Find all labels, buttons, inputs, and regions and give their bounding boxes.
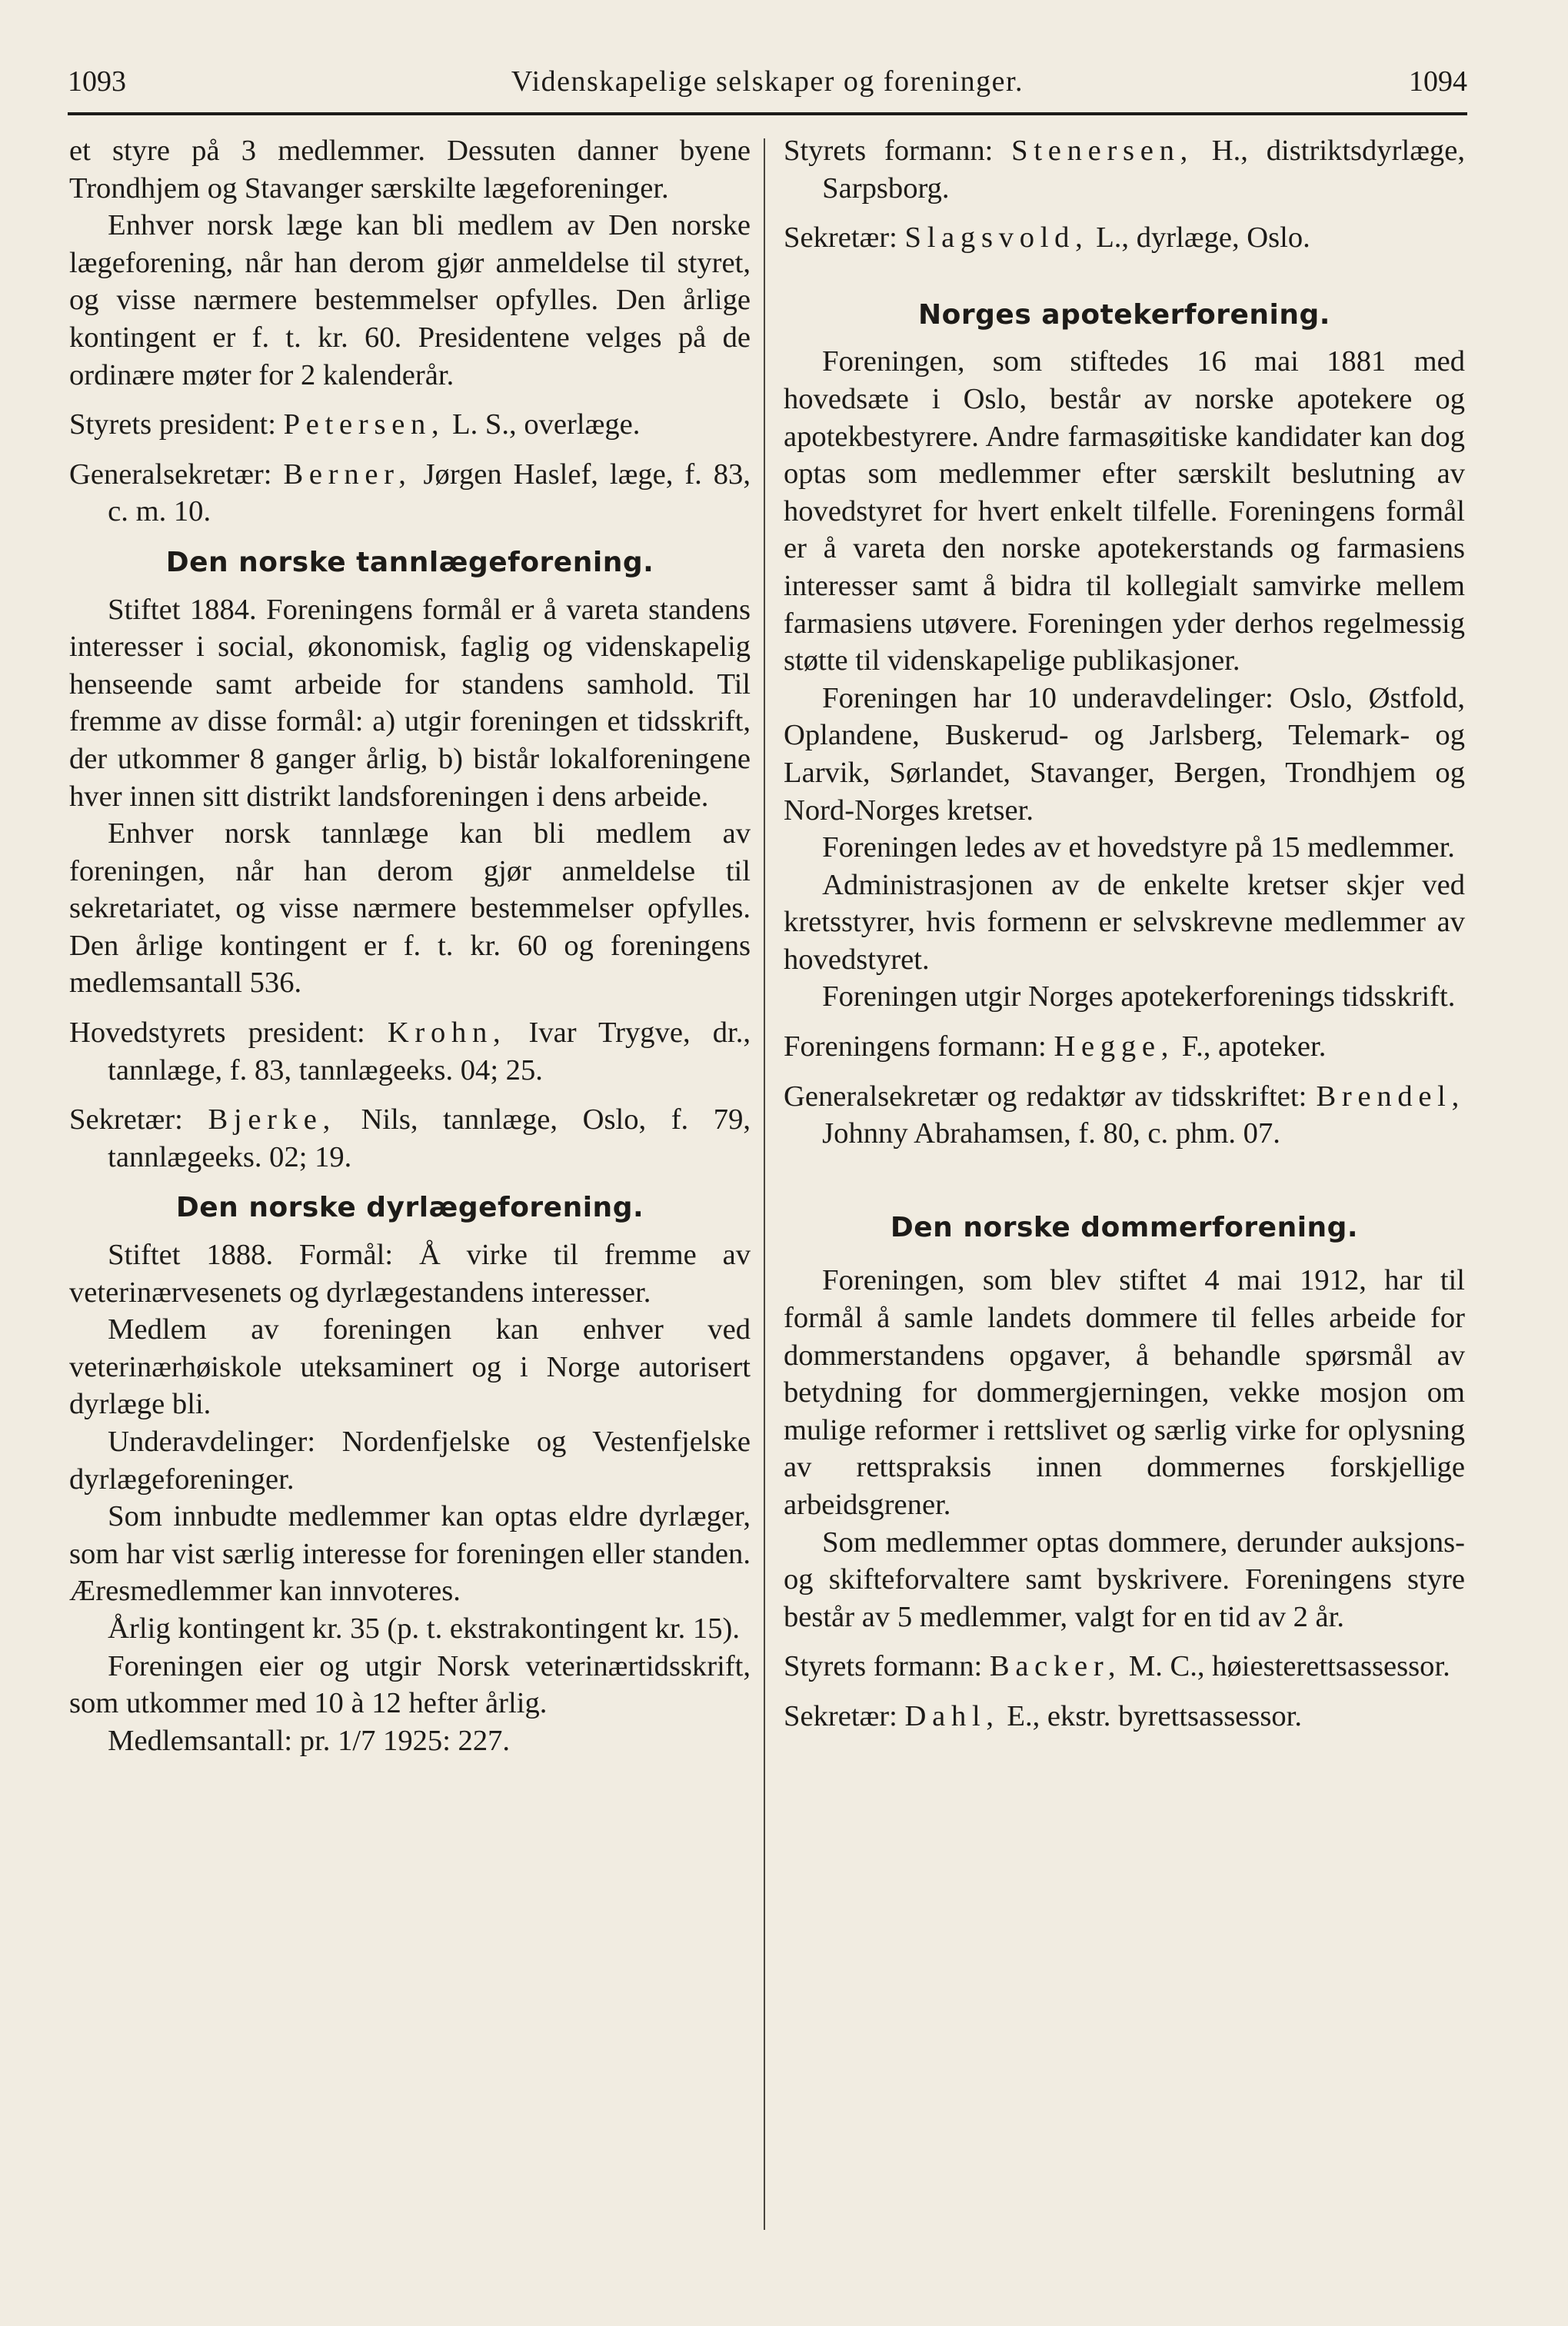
officer-label: Styrets formann: xyxy=(784,1650,983,1683)
paragraph: Foreningen utgir Norges apotekerforenings tidsskrift. xyxy=(822,980,1456,1013)
officer-label: Styrets formann: xyxy=(784,135,994,167)
paragraph: Som innbudte medlemmer kan optas eldre dyrlæger, som har vist særlig interesse for foreningen eller standen. Æresmedlemmer kan innvoteres. xyxy=(69,1500,751,1608)
officer-entry xyxy=(69,1014,751,1089)
paragraph: Enhver norsk tannlæge kan bli medlem av foreningen, når han derom gjør anmeldelse til sekretariatet, og visse nærmere bestemmelser opfylles. Den årlige kontingent er f. t. kr. 60 og foreningens medlemsantall 536. xyxy=(69,817,751,1000)
paragraph: Stiftet 1888. Formål: Å virke til fremme av veterinærvesenets og dyrlægestandens interesser. xyxy=(69,1239,751,1309)
officer-details: L. S., overlæge. xyxy=(452,408,641,441)
officer-entry xyxy=(784,132,1465,207)
officer-name: Backer, xyxy=(989,1650,1122,1683)
running-title: Videnskapelige selskaper og foreninger. xyxy=(511,65,1024,98)
section-heading: Den norske dommerforening. xyxy=(890,1211,1359,1243)
officer-name: Bjerke, xyxy=(208,1103,336,1136)
paragraph: Årlig kontingent kr. 35 (p. t. ekstrakontingent kr. 15). xyxy=(108,1612,740,1645)
officer-name: Hegge, xyxy=(1054,1030,1175,1063)
officer-name: Slagsvold, xyxy=(904,221,1089,255)
officer-label: Sekretær: xyxy=(69,1103,183,1136)
officer-label: Generalsekretær: xyxy=(69,458,272,491)
paragraph: Foreningen ledes av et hovedstyre på 15 medlemmer. xyxy=(822,831,1455,864)
officer-label: Styrets president: xyxy=(69,408,276,441)
right-column xyxy=(784,132,1465,1735)
officer-label: Foreningens formann: xyxy=(784,1030,1047,1063)
officer-entry xyxy=(69,456,751,531)
officer-details: M. C., høiesterettsassessor. xyxy=(1128,1650,1450,1683)
paragraph: Foreningen eier og utgir Norsk veterinærtidsskrift, som utkommer med 10 à 12 hefter årlig. xyxy=(69,1649,751,1720)
officer-details: E., ekstr. byrettsassessor. xyxy=(1007,1699,1303,1732)
officer-entry xyxy=(784,219,1465,257)
column-divider xyxy=(764,138,765,2230)
officer-label: Generalsekretær og redaktør av tidsskriftet: xyxy=(784,1080,1307,1113)
paragraph: Som medlemmer optas dommere, derunder auksjons- og skifteforvaltere samt byskrivere. Foreningens styre består av 5 medlemmer, valgt for en tid av 2 år. xyxy=(784,1526,1465,1633)
left-column xyxy=(69,132,751,1759)
officer-name: Brendel, xyxy=(1316,1080,1465,1113)
officer-details: H., distriktsdyrlæge, Sarpsborg. xyxy=(822,135,1465,205)
officer-entry xyxy=(784,1078,1465,1153)
officer-name: Dahl, xyxy=(904,1699,1000,1732)
paragraph: Foreningen, som stiftedes 16 mai 1881 med hovedsæte i Oslo, består av norske apotekere og apotekbestyrere. Andre farmasøitiske kandidater kan dog optas som medlemmer efter særskilt beslutning av hovedstyret for hvert enkelt tilfelle. Foreningens formål er å vareta den norske apotekerstands og farmasiens interesser samt å bidra til kollegialt samvirke mellem farmasiens utøvere. Foreningen yder derhos regelmessig støtte til videnskapelige publikasjoner. xyxy=(784,345,1465,677)
officer-details: Nils, tannlæge, Oslo, f. 79, tannlægeeks. 02; 19. xyxy=(108,1103,751,1173)
paragraph: Enhver norsk læge kan bli medlem av Den norske lægeforening, når han derom gjør anmeldelse til styret, og visse nærmere bestemmelser opfylles. Den årlige kontingent er f. t. kr. 60. Presidentene velges på de ordinære møter for 2 kalenderår. xyxy=(69,209,751,391)
spacer xyxy=(784,257,1465,283)
officer-name: Berner, xyxy=(283,458,412,491)
officer-details: Johnny Abrahamsen, f. 80, c. phm. 07. xyxy=(822,1117,1280,1150)
page-number-left: 1093 xyxy=(68,65,126,98)
paragraph: et styre på 3 medlemmer. Dessuten danner byene Trondhjem og Stavanger særskilte lægeforeninger. xyxy=(69,135,751,205)
section-heading: Den norske tannlægeforening. xyxy=(165,546,654,578)
officer-name: Krohn, xyxy=(387,1017,507,1050)
header-rule xyxy=(68,112,1467,115)
paragraph: Foreningen, som blev stiftet 4 mai 1912, har til formål å samle landets dommere til felles arbeide for dommerstandens opgaver, å behandle spørsmål av betydning for dommergjerningen, vekke mosjon om mulige reformer i rettslivet og særlig virke for oplysning av rettspraksis innen dommernes forskjellige arbeidsgrener. xyxy=(784,1264,1465,1521)
officer-details: Jørgen Haslef, læge, f. 83, c. m. 10. xyxy=(108,458,751,528)
officer-entry xyxy=(784,1648,1465,1685)
officer-label: Hovedstyrets president: xyxy=(69,1017,365,1050)
section-heading: Norges apotekerforening. xyxy=(918,298,1330,331)
officer-label: Sekretær: xyxy=(784,1699,897,1732)
officer-details: F., apoteker. xyxy=(1181,1030,1327,1063)
officer-name: Stenersen, xyxy=(1011,135,1193,167)
officer-name: Petersen, xyxy=(283,408,445,441)
officer-label: Sekretær: xyxy=(784,221,897,255)
paragraph: Foreningen har 10 underavdelinger: Oslo, Østfold, Oplandene, Buskerud- og Jarlsberg, Telemark- og Larvik, Sørlandet, Stavanger, Bergen, Trondhjem og Nord-Norges kretser. xyxy=(784,681,1465,827)
paragraph: Underavdelinger: Nordenfjelske og Vestenfjelske dyrlægeforeninger. xyxy=(69,1426,751,1496)
paragraph: Stiftet 1884. Foreningens formål er å vareta standens interesser i social, økonomisk, faglig og videnskapelig henseende samt arbeide for standens samhold. Til fremme av disse formål: a) utgir foreningen et tidsskrift, der utkommer 8 ganger årlig, b) bistår lokalforeningene hver innen sitt distrikt landsforeningen i dens arbeide. xyxy=(69,593,751,813)
spacer xyxy=(784,1153,1465,1196)
page-header xyxy=(68,65,1467,108)
officer-details: Ivar Trygve, dr., tannlæge, f. 83, tannlægeeks. 04; 25. xyxy=(108,1017,751,1086)
officer-entry xyxy=(69,1101,751,1176)
officer-entry xyxy=(784,1028,1465,1066)
officer-entry xyxy=(69,406,751,444)
officer-entry xyxy=(784,1698,1465,1735)
paragraph: Medlemsantall: pr. 1/7 1925: 227. xyxy=(108,1724,511,1757)
paragraph: Medlem av foreningen kan enhver ved veterinærhøiskole uteksaminert og i Norge autorisert dyrlæge bli. xyxy=(69,1313,751,1421)
section-heading: Den norske dyrlægeforening. xyxy=(175,1192,644,1224)
page-number-right: 1094 xyxy=(1409,65,1467,98)
officer-details: L., dyrlæge, Oslo. xyxy=(1096,221,1310,255)
paragraph: Administrasjonen av de enkelte kretser skjer ved kretsstyrer, hvis formenn er selvskrevne medlemmer av hovedstyret. xyxy=(784,868,1465,976)
